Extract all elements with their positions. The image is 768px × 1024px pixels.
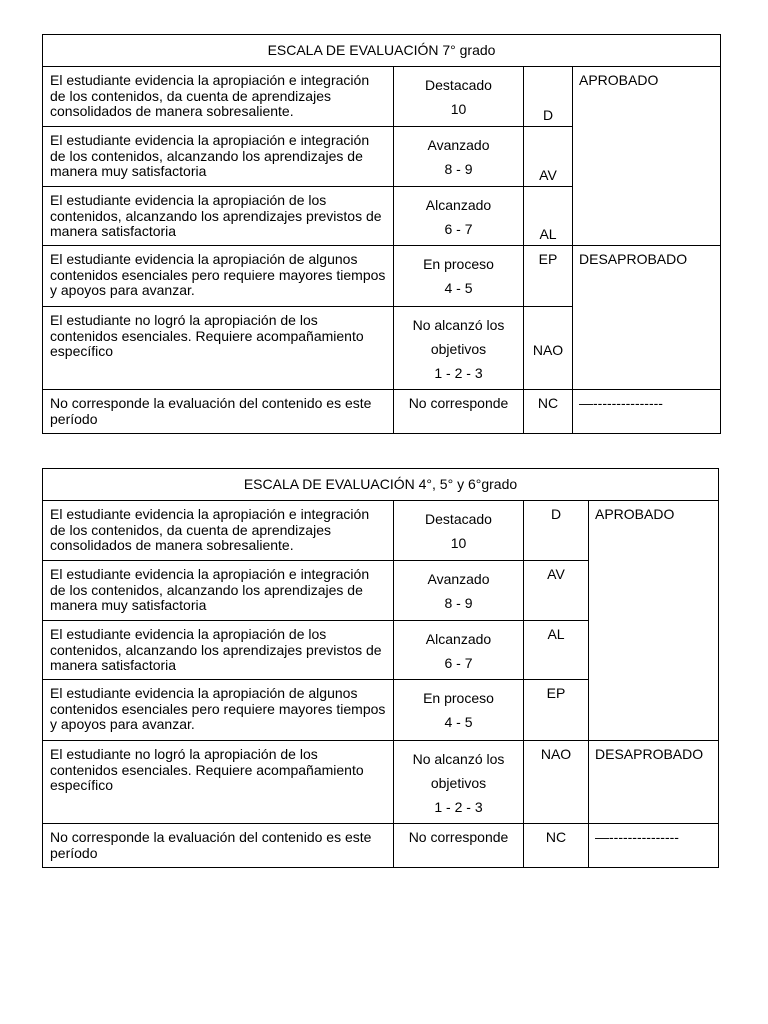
level-label: objetivos [430, 341, 487, 357]
description-cell: El estudiante evidencia la apropiación e integración de los contenidos, alcanzando los aprendizajes de manera muy satisfactoria [43, 127, 394, 187]
description-cell: El estudiante evidencia la apropiación de los contenidos, alcanzando los aprendizajes previstos de manera satisfactoria [43, 621, 394, 680]
status-approved: APROBADO [573, 67, 721, 246]
level-cell: No corresponde [394, 390, 524, 434]
level-label: objetivos [430, 775, 487, 791]
code-cell: AV [524, 561, 589, 621]
table-title-row [43, 469, 719, 501]
table-title-row [43, 35, 721, 67]
level-cell [394, 246, 524, 307]
level-cell: No corresponde [394, 824, 524, 868]
grade-range: 4 - 5 [444, 714, 473, 730]
description-cell: El estudiante evidencia la apropiación de los contenidos, alcanzando los aprendizajes previstos de manera satisfactoria [43, 187, 394, 246]
grade-range: 1 - 2 - 3 [434, 799, 483, 815]
code-cell: NC [524, 824, 589, 868]
level-cell [394, 680, 524, 741]
status-failed: DESAPROBADO [573, 246, 721, 390]
description-cell: No corresponde la evaluación del contenido es este período [43, 390, 394, 434]
level-label: Destacado [425, 77, 492, 93]
level-label: Destacado [425, 511, 492, 527]
description-cell: El estudiante evidencia la apropiación e integración de los contenidos, da cuenta de aprendizajes consolidados de manera sobresaliente. [43, 67, 394, 127]
table-title: ESCALA DE EVALUACIÓN 7° grado [43, 35, 721, 67]
description-cell: No corresponde la evaluación del contenido es este período [43, 824, 394, 868]
level-label: Alcanzado [425, 197, 492, 213]
code-cell: AV [524, 127, 573, 187]
code-cell: EP [524, 246, 573, 307]
description-cell: El estudiante evidencia la apropiación de algunos contenidos esenciales pero requiere mayores tiempos y apoyos para avanzar. [43, 680, 394, 741]
grade-range: 8 - 9 [444, 161, 473, 177]
status-none: —--------------- [589, 824, 719, 868]
level-cell [394, 741, 524, 824]
level-cell [394, 561, 524, 621]
level-label: En proceso [423, 256, 494, 272]
grade-range: 1 - 2 - 3 [434, 365, 483, 381]
description-cell: El estudiante evidencia la apropiación de algunos contenidos esenciales pero requiere mayores tiempos y apoyos para avanzar. [43, 246, 394, 307]
table-row [43, 741, 719, 824]
code-cell: NAO [524, 741, 589, 824]
grade-range: 10 [450, 101, 467, 117]
description-cell: El estudiante no logró la apropiación de los contenidos esenciales. Requiere acompañamiento específico [43, 307, 394, 390]
table-row [43, 501, 719, 561]
status-none: —--------------- [573, 390, 721, 434]
level-cell [394, 501, 524, 561]
level-cell [394, 621, 524, 680]
code-cell: D [524, 67, 573, 127]
grade-range: 6 - 7 [444, 655, 473, 671]
code-cell: D [524, 501, 589, 561]
level-label: En proceso [423, 690, 494, 706]
code-cell: AL [524, 621, 589, 680]
level-label: No alcanzó los [412, 317, 505, 333]
grade-range: 6 - 7 [444, 221, 473, 237]
code-cell: AL [524, 187, 573, 246]
table-title: ESCALA DE EVALUACIÓN 4°, 5° y 6°grado [43, 469, 719, 501]
status-approved: APROBADO [589, 501, 719, 741]
grade-4-5-6-scale-table [42, 468, 719, 868]
description-cell: El estudiante no logró la apropiación de los contenidos esenciales. Requiere acompañamiento específico [43, 741, 394, 824]
level-label: Avanzado [427, 571, 490, 587]
grade-range: 10 [450, 535, 467, 551]
level-label: No alcanzó los [412, 751, 505, 767]
grade-range: 8 - 9 [444, 595, 473, 611]
code-cell: EP [524, 680, 589, 741]
code-cell: NAO [524, 307, 573, 390]
table-row [43, 390, 721, 434]
level-cell [394, 127, 524, 187]
table-row [43, 824, 719, 868]
level-label: Alcanzado [425, 631, 492, 647]
table-row [43, 67, 721, 127]
grade-range: 4 - 5 [444, 280, 473, 296]
level-cell [394, 67, 524, 127]
table-row [43, 246, 721, 307]
code-cell: NC [524, 390, 573, 434]
level-cell [394, 187, 524, 246]
level-cell [394, 307, 524, 390]
grade-7-scale-table [42, 34, 721, 434]
status-failed: DESAPROBADO [589, 741, 719, 824]
description-cell: El estudiante evidencia la apropiación e integración de los contenidos, da cuenta de aprendizajes consolidados de manera sobresaliente. [43, 501, 394, 561]
level-label: Avanzado [427, 137, 490, 153]
description-cell: El estudiante evidencia la apropiación e integración de los contenidos, alcanzando los aprendizajes de manera muy satisfactoria [43, 561, 394, 621]
